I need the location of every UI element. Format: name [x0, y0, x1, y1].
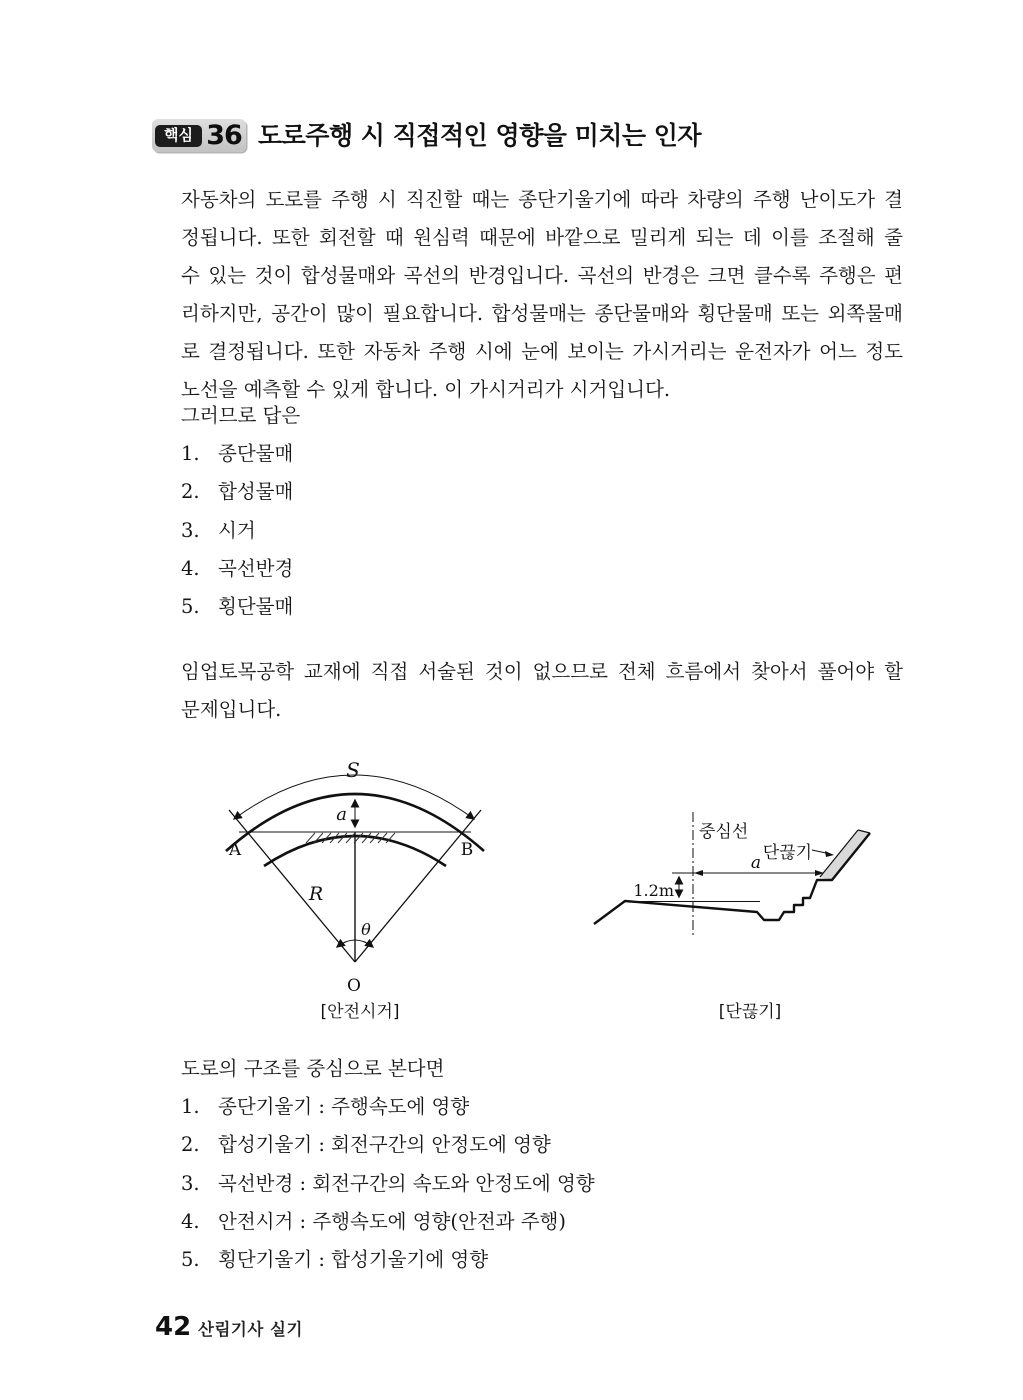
list-item-text: 곡선반경 : 회전구간의 속도와 안정도에 영향	[218, 1171, 595, 1195]
list-item-text: 횡단기울기 : 합성기울기에 영향	[218, 1248, 489, 1272]
list-item	[181, 550, 921, 588]
list-item	[181, 1126, 921, 1164]
list-item-text: 횡단물매	[218, 595, 294, 619]
list-item-number: 3.	[181, 518, 200, 542]
paragraph-line: 임업토목공학 교재에 직접 서술된 것이 없으므로 전체 흐름에서 찾아서 풀어야 할	[181, 660, 903, 683]
list-item-text: 합성기울기 : 회전구간의 안정도에 영향	[218, 1133, 551, 1157]
list-item-text: 종단기울기 : 주행속도에 영향	[218, 1095, 470, 1119]
list-item	[181, 1165, 921, 1203]
list-item	[181, 1088, 921, 1126]
intro-paragraph	[181, 181, 903, 409]
paragraph-line: 리하지만, 공간이 많이 필요합니다. 합성물매는 종단물매와 횡단물매 또는 외쪽물매	[181, 302, 903, 325]
paragraph-line: 정됩니다. 또한 회전할 때 원심력 때문에 바깥으로 밀리게 되는 데 이를 조절해 줄	[181, 226, 903, 249]
list-item-number: 1.	[181, 442, 200, 466]
answers-list	[181, 397, 921, 626]
paragraph-line: 로 결정됩니다. 또한 자동차 주행 시에 눈에 보이는 가시거리는 운전자가 어느 정도	[181, 340, 903, 363]
center-point-label: O	[347, 976, 361, 996]
list-item	[181, 473, 921, 511]
distance-label: a	[750, 853, 762, 873]
paragraph-line: 수 있는 것이 합성물매와 곡선의 반경입니다. 곡선의 반경은 크면 클수록 주행은 편	[181, 264, 903, 287]
benching-label: 단끊기	[762, 843, 812, 863]
list-item-number: 4.	[181, 1209, 200, 1233]
height-label: 1.2m	[633, 881, 674, 900]
badge-number: 36	[206, 120, 242, 151]
list-item-text: 합성물매	[218, 480, 294, 504]
page-number: 42	[155, 1312, 192, 1342]
badge-label: 핵심	[155, 125, 202, 147]
figure-caption-benching: [단끊기]	[718, 1002, 782, 1022]
benching-leader-arrowhead	[825, 851, 834, 857]
list-item-number: 2.	[181, 480, 200, 504]
arc-length-label: S	[346, 758, 360, 782]
list-item-text: 안전시거 : 주행속도에 영향(안전과 주행)	[218, 1209, 566, 1233]
page-title: 도로주행 시 직접적인 영향을 미치는 인자	[258, 121, 702, 150]
benching-diagram	[585, 795, 895, 945]
answers-intro: 그러므로 답은	[181, 404, 301, 427]
list-item-number: 4.	[181, 556, 200, 580]
note-paragraph	[181, 653, 903, 729]
point-b-label: B	[460, 840, 474, 860]
list-item-number: 5.	[181, 1248, 200, 1272]
offset-label: a	[336, 804, 347, 825]
list-item-number: 2.	[181, 1133, 200, 1157]
list-item	[181, 512, 921, 550]
a-arrowhead-left	[694, 870, 703, 876]
list-item-number: 1.	[181, 1095, 200, 1119]
point-a-label: A	[228, 840, 242, 860]
structure-list	[181, 1050, 921, 1279]
paragraph-line: 자동차의 도로를 주행 시 직진할 때는 종단기울기에 따라 차량의 주행 난이도가 결	[181, 188, 903, 211]
list-item	[181, 1203, 921, 1241]
centerline-label: 중심선	[699, 822, 749, 842]
list-item	[181, 435, 921, 473]
sight-distance-diagram	[210, 750, 510, 1040]
structure-intro: 도로의 구조를 중심으로 본다면	[181, 1057, 445, 1080]
list-item-number: 5.	[181, 595, 200, 619]
list-item-text: 시거	[218, 518, 256, 542]
list-item-text: 곡선반경	[218, 556, 294, 580]
list-item-text: 종단물매	[218, 442, 294, 466]
radius-label: R	[308, 883, 324, 905]
book-title: 산림기사 실기	[198, 1320, 303, 1339]
benching-leader-line	[812, 850, 826, 853]
paragraph-line: 노선을 예측할 수 있게 합니다. 이 가시거리가 시거입니다.	[181, 378, 671, 401]
list-item	[181, 1241, 921, 1279]
list-item-number: 3.	[181, 1171, 200, 1195]
paragraph-line: 문제입니다.	[181, 698, 282, 721]
angle-label: θ	[361, 920, 371, 939]
figure-caption-sight-distance: [안전시거]	[320, 1002, 400, 1022]
core-badge	[152, 119, 246, 152]
list-item	[181, 588, 921, 626]
